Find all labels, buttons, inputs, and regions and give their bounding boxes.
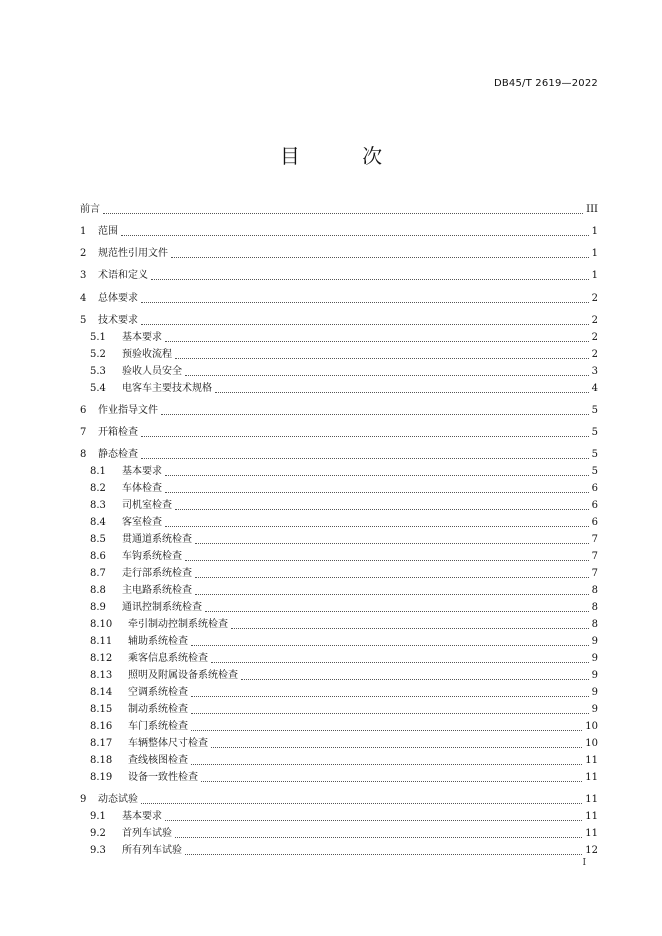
- toc-entry-number: 2: [80, 248, 87, 259]
- toc-leader-dots: [141, 803, 582, 804]
- toc-entry-label: 主电路系统检查: [122, 585, 192, 596]
- toc-entry-page: 10: [585, 721, 598, 732]
- toc-leader-dots: [165, 475, 589, 476]
- toc-entry-label: 开箱检查: [98, 427, 138, 438]
- toc-entry-label: 技术要求: [98, 315, 138, 326]
- toc-entry-number: 8.19: [90, 772, 113, 783]
- toc-entry-number: 8.16: [90, 721, 113, 732]
- toc-entry-page: III: [586, 204, 598, 215]
- toc-leader-dots: [211, 747, 582, 748]
- toc-entry-label: 走行部系统检查: [122, 568, 192, 579]
- toc-entry[interactable]: [90, 515, 598, 531]
- toc-entry-label: 车辆整体尺寸检查: [128, 738, 208, 749]
- toc-leader-dots: [161, 414, 589, 415]
- toc-entry-label: 贯通道系统检查: [122, 534, 192, 545]
- toc-entry-page: 8: [591, 585, 598, 596]
- toc-leader-dots: [141, 324, 589, 325]
- toc-entry[interactable]: [80, 202, 598, 218]
- toc-entry[interactable]: [80, 313, 598, 329]
- toc-leader-dots: [165, 526, 589, 527]
- toc-entry-page: 7: [591, 551, 598, 562]
- toc-entry-number: 3: [80, 270, 87, 281]
- toc-entry-number: 5.1: [90, 332, 106, 343]
- toc-entry[interactable]: [90, 753, 598, 769]
- toc-entry-page: 6: [591, 500, 598, 511]
- toc-leader-dots: [195, 594, 589, 595]
- toc-entry-number: 8: [80, 449, 87, 460]
- toc-entry-label: 首列车试验: [122, 828, 172, 839]
- toc-entry-number: 4: [80, 293, 87, 304]
- toc-entry-number: 8.2: [90, 483, 106, 494]
- toc-entry-label: 电客车主要技术规格: [122, 383, 212, 394]
- toc-entry[interactable]: [90, 549, 598, 565]
- toc-leader-dots: [165, 492, 589, 493]
- toc-entry[interactable]: [80, 291, 598, 307]
- toc-entry-label: 辅助系统检查: [128, 636, 188, 647]
- toc-entry-page: 9: [591, 670, 598, 681]
- toc-entry[interactable]: [80, 425, 598, 441]
- toc-entry[interactable]: [90, 381, 598, 397]
- toc-entry-page: 6: [591, 483, 598, 494]
- toc-entry[interactable]: [90, 498, 598, 514]
- toc-entry-label: 预验收流程: [122, 349, 172, 360]
- toc-entry-label: 乘客信息系统检查: [128, 653, 208, 664]
- toc-entry-label: 照明及附属设备系统检查: [128, 670, 238, 681]
- toc-entry-page: 11: [585, 811, 598, 822]
- toc-entry-label: 基本要求: [122, 332, 162, 343]
- toc-entry-page: 1: [591, 270, 598, 281]
- document-id: DB45/T 2619—2022: [493, 78, 598, 89]
- toc-leader-dots: [165, 341, 589, 342]
- toc-entry-label: 静态检查: [98, 449, 138, 460]
- toc-entry-number: 8.4: [90, 517, 106, 528]
- toc-entry[interactable]: [90, 600, 598, 616]
- toc-leader-dots: [185, 560, 589, 561]
- toc-entry-number: 5.4: [90, 383, 106, 394]
- toc-entry[interactable]: [90, 532, 598, 548]
- toc-entry[interactable]: [90, 736, 598, 752]
- toc-leader-dots: [151, 279, 589, 280]
- toc-entry-number: 8.8: [90, 585, 106, 596]
- toc-leader-dots: [165, 820, 582, 821]
- toc-entry-page: 7: [591, 534, 598, 545]
- toc-leader-dots: [201, 781, 582, 782]
- toc-entry-page: 11: [585, 828, 598, 839]
- toc-entry[interactable]: [90, 651, 598, 667]
- toc-entry[interactable]: [90, 685, 598, 701]
- page-number: I: [582, 858, 586, 868]
- toc-leader-dots: [171, 257, 589, 258]
- page-title: 目 次: [279, 144, 411, 168]
- toc-leader-dots: [231, 628, 589, 629]
- toc-leader-dots: [195, 577, 589, 578]
- toc-entry-label: 车体检查: [122, 483, 162, 494]
- toc-entry[interactable]: [90, 809, 598, 825]
- toc-entry[interactable]: [90, 770, 598, 786]
- toc-entry-number: 8.5: [90, 534, 106, 545]
- toc-leader-dots: [215, 392, 589, 393]
- toc-entry-number: 8.14: [90, 687, 113, 698]
- toc-leader-dots: [191, 645, 589, 646]
- toc-entry-label: 牵引制动控制系统检查: [128, 619, 228, 630]
- toc-entry-number: 9.1: [90, 811, 106, 822]
- toc-entry-number: 8.13: [90, 670, 113, 681]
- toc-leader-dots: [121, 235, 589, 236]
- toc-entry[interactable]: [90, 843, 598, 859]
- toc-entry-label: 通讯控制系统检查: [122, 602, 202, 613]
- toc-entry[interactable]: [90, 702, 598, 718]
- toc-entry-label: 制动系统检查: [128, 704, 188, 715]
- toc-entry-page: 8: [591, 619, 598, 630]
- toc-leader-dots: [241, 679, 589, 680]
- toc-entry[interactable]: [90, 668, 598, 684]
- toc-entry-page: 6: [591, 517, 598, 528]
- toc-entry-number: 8.15: [90, 704, 113, 715]
- toc-entry-number: 8.3: [90, 500, 106, 511]
- toc-entry-number: 8.18: [90, 755, 113, 766]
- toc-entry-page: 2: [591, 349, 598, 360]
- toc-entry[interactable]: [90, 634, 598, 650]
- toc-leader-dots: [141, 302, 589, 303]
- toc-entry-number: 9.2: [90, 828, 106, 839]
- toc-entry[interactable]: [90, 583, 598, 599]
- toc-entry-label: 所有列车试验: [122, 845, 182, 856]
- toc-entry-page: 2: [591, 315, 598, 326]
- toc-entry-label: 动态试验: [98, 794, 138, 805]
- toc-entry-label: 总体要求: [98, 293, 138, 304]
- toc-entry[interactable]: [90, 617, 598, 633]
- toc-entry-page: 5: [591, 449, 598, 460]
- toc-entry-label: 基本要求: [122, 466, 162, 477]
- toc-entry[interactable]: [80, 447, 598, 463]
- toc-entry-label: 验收人员安全: [122, 366, 182, 377]
- toc-entry-page: 11: [585, 794, 598, 805]
- toc-entry-page: 1: [591, 226, 598, 237]
- toc-entry[interactable]: [90, 330, 598, 346]
- toc-entry-label: 规范性引用文件: [98, 248, 168, 259]
- toc-entry-number: 8.1: [90, 466, 106, 477]
- toc-entry-page: 11: [585, 755, 598, 766]
- toc-entry-number: 6: [80, 405, 87, 416]
- toc-entry-number: 7: [80, 427, 87, 438]
- toc-leader-dots: [141, 436, 589, 437]
- toc-entry-page: 1: [591, 248, 598, 259]
- toc-entry-page: 2: [591, 332, 598, 343]
- toc-entry-number: 8.7: [90, 568, 106, 579]
- toc-entry-page: 8: [591, 602, 598, 613]
- toc-leader-dots: [191, 730, 582, 731]
- toc-entry[interactable]: [80, 224, 598, 240]
- toc-entry-page: 11: [585, 772, 598, 783]
- toc-entry-label: 术语和定义: [98, 270, 148, 281]
- toc-entry-page: 5: [591, 466, 598, 477]
- toc-entry-label: 客室检查: [122, 517, 162, 528]
- toc-leader-dots: [185, 854, 582, 855]
- toc-entry-number: 8.17: [90, 738, 113, 749]
- toc-entry-label: 设备一致性检查: [128, 772, 198, 783]
- toc-entry[interactable]: [80, 268, 598, 284]
- toc-entry-page: 5: [591, 427, 598, 438]
- toc-entry-page: 3: [591, 366, 598, 377]
- toc-entry-page: 9: [591, 636, 598, 647]
- toc-entry[interactable]: [90, 826, 598, 842]
- toc-entry-page: 2: [591, 293, 598, 304]
- toc-entry-label: 作业指导文件: [98, 405, 158, 416]
- toc-entry[interactable]: [80, 792, 598, 808]
- toc-leader-dots: [175, 509, 589, 510]
- toc-entry-number: 9: [80, 794, 87, 805]
- toc-entry[interactable]: [90, 719, 598, 735]
- toc-entry-label: 前言: [80, 204, 100, 215]
- toc-entry[interactable]: [80, 403, 598, 419]
- toc-entry-number: 5.3: [90, 366, 106, 377]
- toc-entry[interactable]: [90, 481, 598, 497]
- toc-entry-number: 8.10: [90, 619, 113, 630]
- toc-leader-dots: [175, 358, 589, 359]
- toc-entry-page: 4: [591, 383, 598, 394]
- toc-entry-label: 车钩系统检查: [122, 551, 182, 562]
- toc-entry-label: 范围: [98, 226, 118, 237]
- toc-entry-page: 10: [585, 738, 598, 749]
- toc-entry-number: 8.6: [90, 551, 106, 562]
- toc-entry-number: 5.2: [90, 349, 106, 360]
- toc-leader-dots: [205, 611, 589, 612]
- toc-entry[interactable]: [90, 566, 598, 582]
- toc-leader-dots: [103, 213, 583, 214]
- toc-entry-page: 9: [591, 704, 598, 715]
- toc-entry-number: 5: [80, 315, 87, 326]
- toc-entry[interactable]: [90, 364, 598, 380]
- toc-entry-page: 12: [585, 845, 598, 856]
- toc-entry-label: 空调系统检查: [128, 687, 188, 698]
- toc-entry-page: 9: [591, 687, 598, 698]
- toc-leader-dots: [211, 662, 589, 663]
- toc-entry[interactable]: [90, 464, 598, 480]
- toc-entry-page: 9: [591, 653, 598, 664]
- toc-entry-label: 查线核图检查: [128, 755, 188, 766]
- toc-entry[interactable]: [90, 347, 598, 363]
- toc-entry-number: 8.11: [90, 636, 113, 647]
- toc-leader-dots: [195, 543, 589, 544]
- toc-entry-number: 8.9: [90, 602, 106, 613]
- toc-leader-dots: [185, 375, 589, 376]
- toc-entry-label: 车门系统检查: [128, 721, 188, 732]
- toc-leader-dots: [141, 458, 589, 459]
- toc-entry-label: 司机室检查: [122, 500, 172, 511]
- toc-entry-number: 9.3: [90, 845, 106, 856]
- toc-entry-page: 7: [591, 568, 598, 579]
- toc-leader-dots: [191, 713, 589, 714]
- toc-entry-label: 基本要求: [122, 811, 162, 822]
- toc-entry-number: 8.12: [90, 653, 113, 664]
- toc-entry[interactable]: [80, 246, 598, 262]
- toc-entry-number: 1: [80, 226, 87, 237]
- toc-entry-page: 5: [591, 405, 598, 416]
- toc-leader-dots: [191, 696, 589, 697]
- toc-leader-dots: [175, 837, 582, 838]
- toc-leader-dots: [191, 764, 582, 765]
